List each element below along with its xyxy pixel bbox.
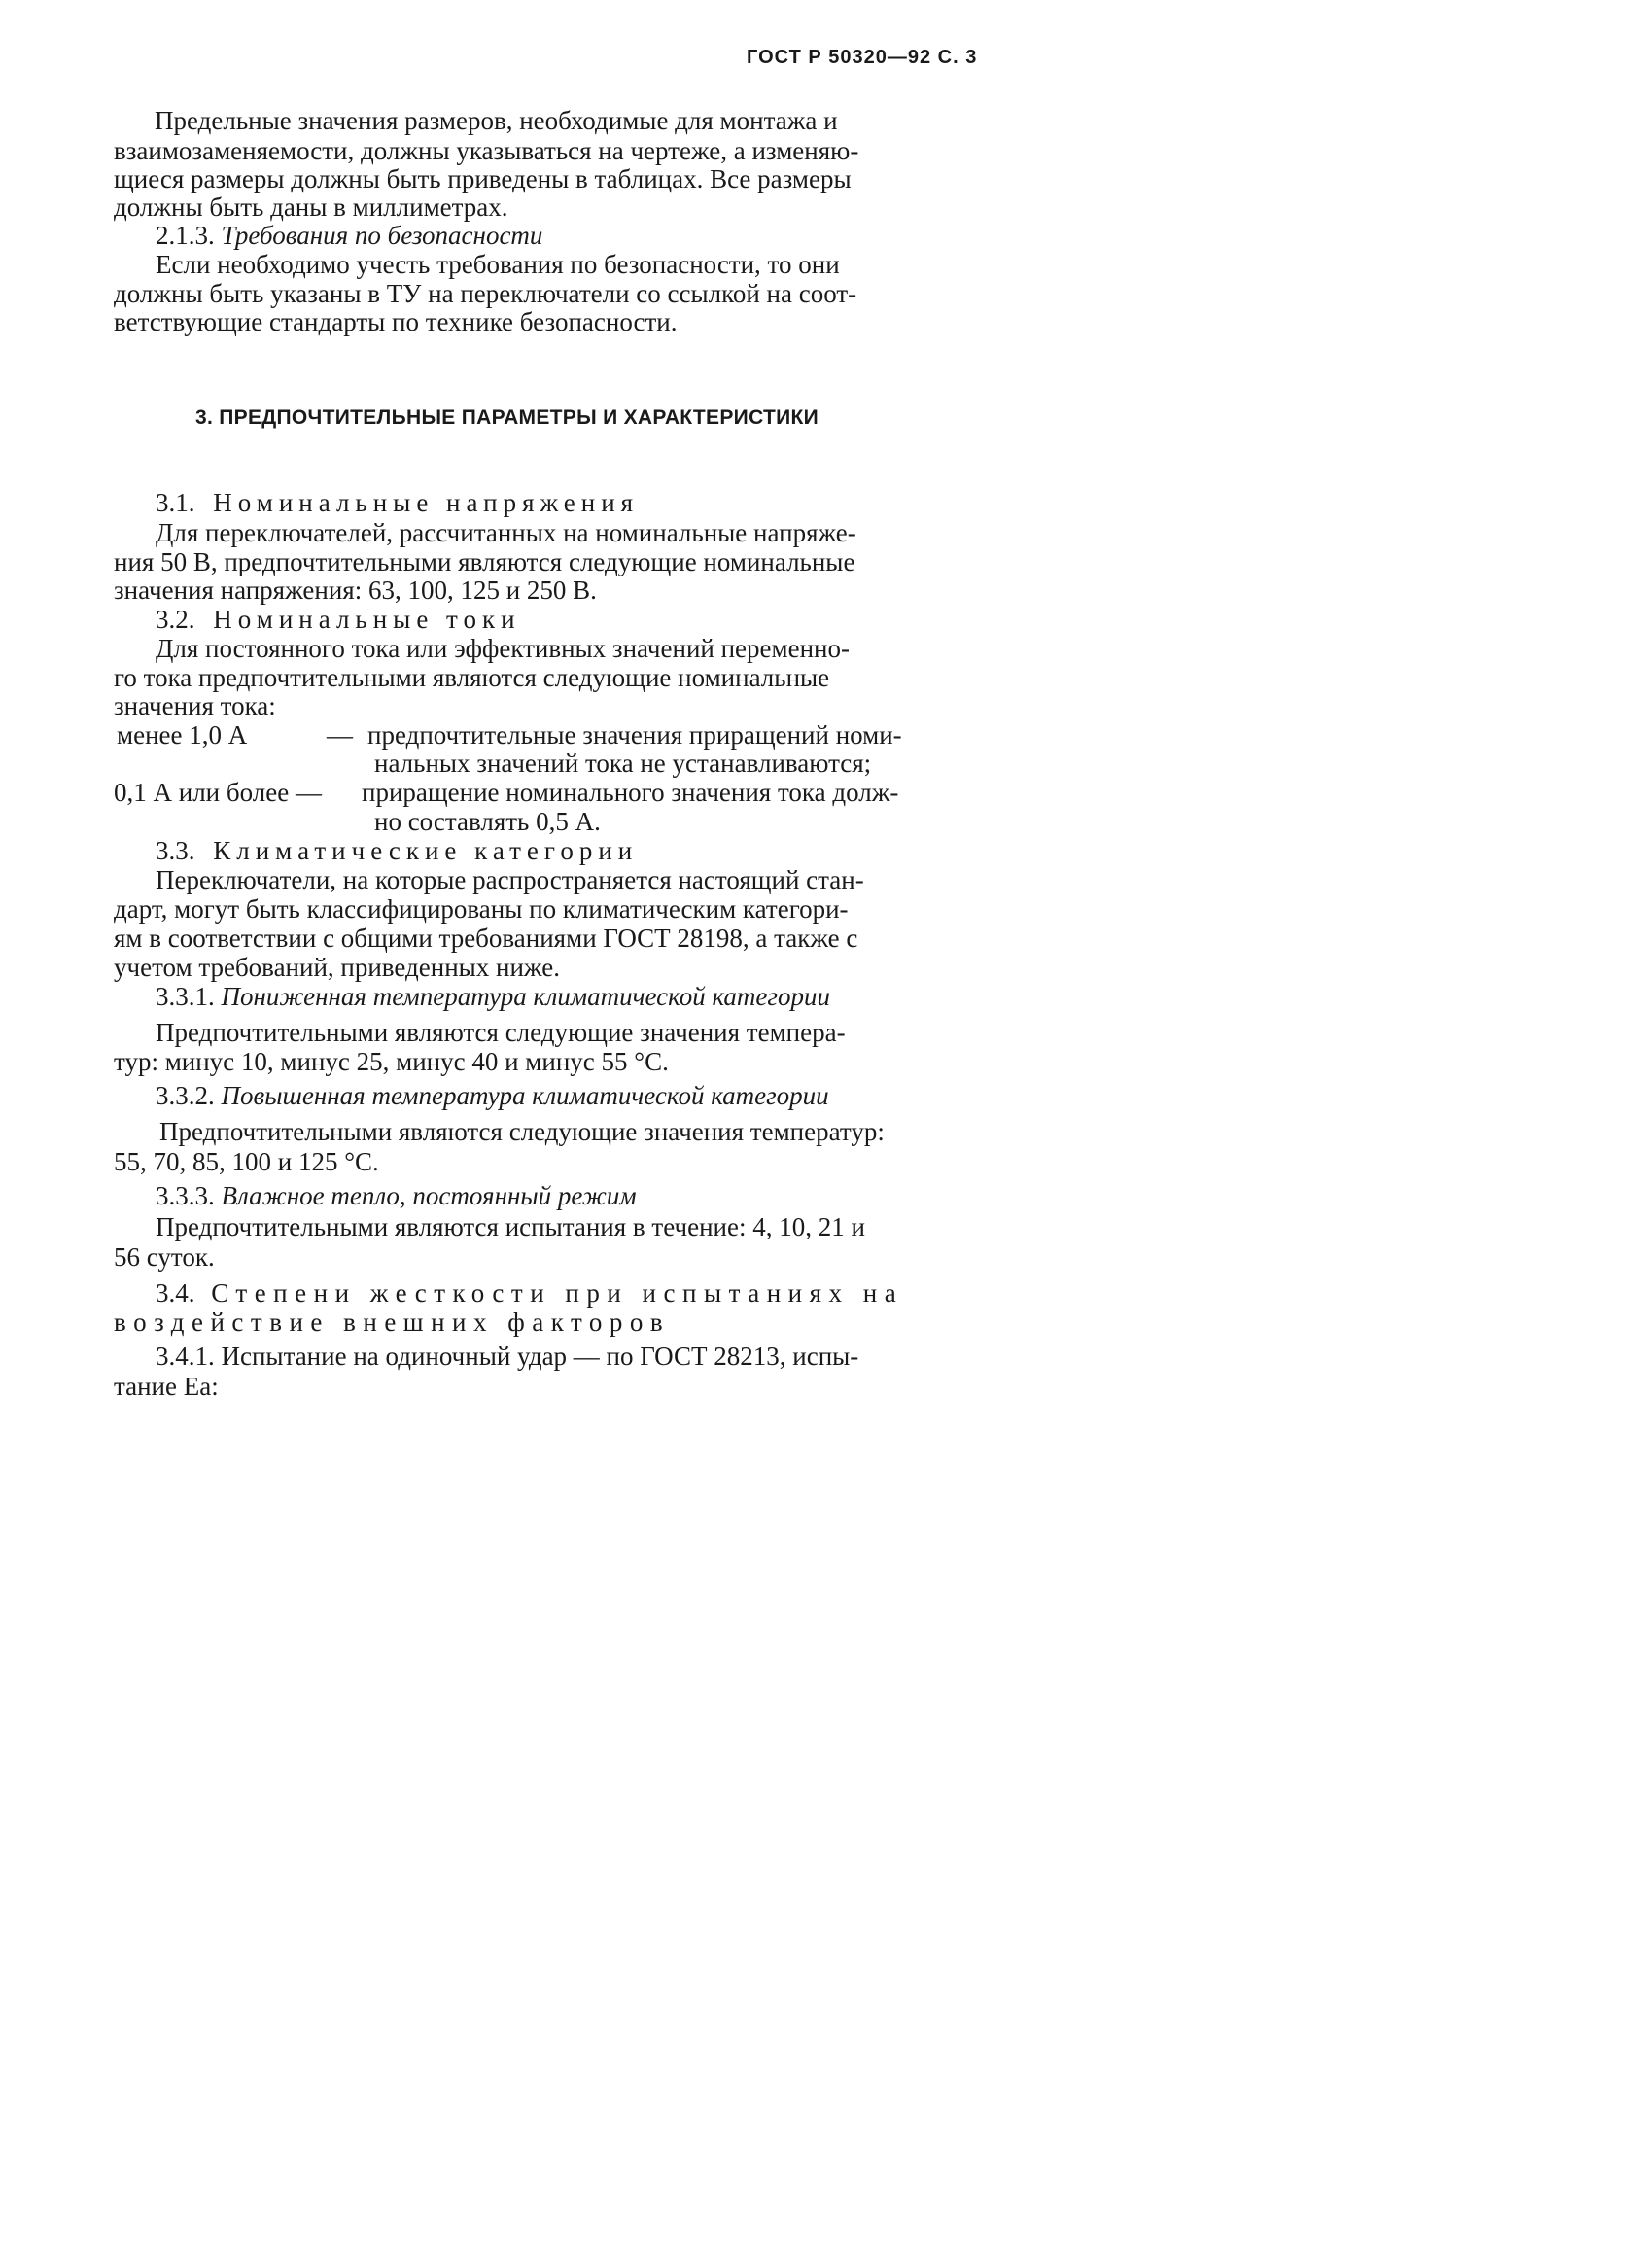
- subsection-3-3-1-heading: [156, 982, 830, 1011]
- intro-line-1: Предельные значения размеров, необходимые для монтажа и: [155, 106, 838, 135]
- current-line-2: го тока предпочтительными являются следующие номинальные: [114, 663, 830, 692]
- subsection-title-line-2: воздействие внешних факторов: [114, 1308, 671, 1337]
- subsection-3-1-heading: [156, 488, 639, 517]
- subsection-3-3-heading: [156, 836, 638, 865]
- low-temp-line-1: Предпочтительными являются следующие значения темпера-: [156, 1018, 846, 1047]
- climate-line-3: ям в соответствии с общими требованиями ГОСТ 28198, а также с: [114, 924, 858, 953]
- intro-line-2: взаимозаменяемости, должны указываться на чертеже, а изменяю-: [114, 136, 859, 165]
- subsection-number: 3.3.3.: [156, 1181, 215, 1210]
- current-item-2-line-2: но составлять 0,5 А.: [374, 807, 601, 836]
- subsection-title: Номинальные токи: [213, 605, 521, 634]
- subsection-title: Климатические категории: [213, 836, 639, 865]
- impact-test-line-1: 3.4.1. Испытание на одиночный удар — по ГОСТ 28213, испы-: [156, 1342, 859, 1371]
- impact-test-line-2: тание Еа:: [114, 1372, 219, 1401]
- intro-line-3: щиеся размеры должны быть приведены в таблицах. Все размеры: [114, 164, 852, 193]
- low-temp-line-2: тур: минус 10, минус 25, минус 40 и минус 55 °С.: [114, 1047, 669, 1076]
- subsection-title: Повышенная температура климатической категории: [221, 1081, 829, 1110]
- intro-line-4: должны быть даны в миллиметрах.: [114, 192, 508, 222]
- subsection-3-4-heading: [156, 1278, 903, 1308]
- voltage-line-2: ния 50 В, предпочтительными являются следующие номинальные: [114, 547, 855, 576]
- current-line-1: Для постоянного тока или эффективных значений переменно-: [156, 634, 850, 663]
- subsection-number: 3.3.: [156, 836, 195, 865]
- safety-line-2: должны быть указаны в ТУ на переключатели со ссылкой на соот-: [114, 279, 857, 308]
- damp-heat-line-1: Предпочтительными являются испытания в течение: 4, 10, 21 и: [156, 1212, 865, 1241]
- subsection-3-3-2-heading: [156, 1081, 829, 1110]
- climate-line-1: Переключатели, на которые распространяется настоящий стан-: [156, 865, 864, 894]
- safety-line-3: ветствующие стандарты по технике безопасности.: [114, 307, 678, 336]
- climate-line-2: дарт, могут быть классифицированы по климатическим категори-: [114, 894, 849, 924]
- current-item-1-line-2: нальных значений тока не устанавливаются;: [374, 749, 872, 778]
- high-temp-line-1: Предпочтительными являются следующие значения температур:: [159, 1117, 885, 1146]
- subsection-3-2-heading: [156, 605, 521, 634]
- climate-line-4: учетом требований, приведенных ниже.: [114, 953, 560, 982]
- subsection-number: 3.2.: [156, 605, 195, 634]
- safety-line-1: Если необходимо учесть требования по безопасности, то они: [156, 250, 840, 279]
- subsection-3-3-3-heading: [156, 1181, 637, 1210]
- subsection-number: 3.4.: [156, 1278, 195, 1308]
- subsection-number: 3.3.1.: [156, 982, 215, 1011]
- current-item-1-label: менее 1,0 А: [117, 720, 248, 750]
- subsection-number: 2.1.3.: [156, 221, 215, 250]
- subsection-2-1-3-heading: [156, 221, 542, 250]
- current-item-1-line-1: предпочтительные значения приращений номи-: [367, 720, 902, 750]
- subsection-title: Пониженная температура климатической категории: [221, 982, 830, 1011]
- subsection-title-line-1: Степени жесткости при испытаниях на: [211, 1278, 904, 1308]
- current-item-2-line-1: приращение номинального значения тока долж-: [362, 778, 899, 807]
- subsection-number: 3.1.: [156, 488, 195, 517]
- subsection-title: Влажное тепло, постоянный режим: [221, 1181, 637, 1210]
- page-header: ГОСТ Р 50320—92 С. 3: [747, 47, 978, 68]
- current-item-1-dash: —: [327, 720, 353, 750]
- damp-heat-line-2: 56 суток.: [114, 1242, 215, 1272]
- document-page: [0, 0, 1097, 1521]
- section-3-title: 3. ПРЕДПОЧТИТЕЛЬНЫЕ ПАРАМЕТРЫ И ХАРАКТЕРИСТИКИ: [195, 406, 819, 429]
- voltage-line-1: Для переключателей, рассчитанных на номинальные напряже-: [156, 518, 856, 547]
- subsection-number: 3.3.2.: [156, 1081, 215, 1110]
- current-item-2-label: 0,1 А или более —: [114, 778, 322, 807]
- high-temp-line-2: 55, 70, 85, 100 и 125 °С.: [114, 1147, 379, 1176]
- subsection-title: Требования по безопасности: [221, 221, 543, 250]
- current-line-3: значения тока:: [114, 691, 276, 720]
- subsection-title: Номинальные напряжения: [213, 488, 640, 517]
- voltage-line-3: значения напряжения: 63, 100, 125 и 250 В.: [114, 576, 597, 605]
